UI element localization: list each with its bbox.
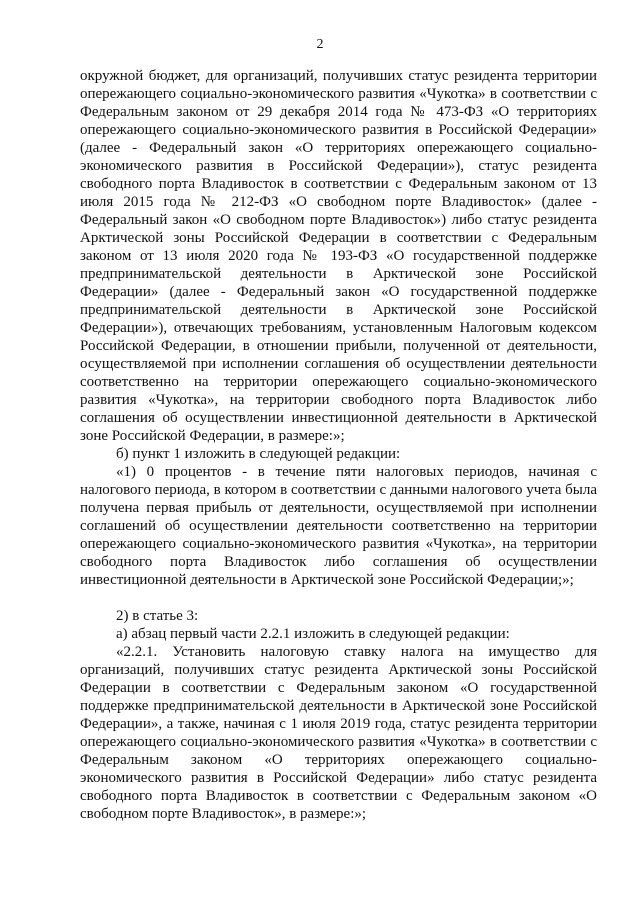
paragraph-2-2-1: «2.2.1. Установить налоговую ставку налога на имущество для организаций, получивших статус резидента Арктической зоны Российской Федерации в соответствии с Федеральным законом «О государственной поддержке предпринимательской деятельности в Арктической зоне Российской Федерации», а также, начиная с 1 июля 2019 года, статус резидента территории опережающего социально-экономического развития «Чукотка» в соответствии с Федеральным законом «О территориях опережающего социально-экономического развития в Российской Федерации» либо статус резидента свободного порта Владивосток в соответствии с Федеральным законом «О свободном порте Владивосток», в размере:»; xyxy=(80,644,597,822)
paragraph-continuation: окружной бюджет, для организаций, получивших статус резидента территории опережающего социально-экономического развития «Чукотка» в соответствии с Федеральным законом от 29 декабря 2014 года № 473-ФЗ «О территориях опережающего социально-экономического развития в Российской Федерации» (далее - Федеральный закон «О территориях опережающего социально-экономического развития в Российской Федерации»), статус резидента свободного порта Владивосток в соответствии с Федеральным законом от 13 июля 2015 года № 212-ФЗ «О свободном порте Владивосток» (далее - Федеральный закон «О свободном порте Владивосток») либо статус резидента Арктической зоны Российской Федерации в соответствии с Федеральным законом от 13 июля 2020 года № 193-ФЗ «О государственной поддержке предпринимательской деятельности в Арктической зоне Российской Федерации» (далее - Федеральный закон «О государственной поддержке предпринимательской деятельности в Арктической зоне Российской Федерации»), отвечающих требованиям, установленным Налоговым кодексом Российской Федерации, в отношении прибыли, полученной от деятельности, осуществляемой при исполнении соглашения об осуществлении деятельности соответственно на территории опережающего социально-экономического развития «Чукотка», на территории свободного порта Владивосток либо соглашения об осуществлении инвестиционной деятельности в Арктической зоне Российской Федерации, в размере:»; xyxy=(80,68,597,444)
document-body xyxy=(80,67,597,823)
paragraph-spacer xyxy=(80,589,597,607)
page-number: 2 xyxy=(316,37,324,52)
paragraph-item-a: а) абзац первый части 2.2.1 изложить в следующей редакции: xyxy=(116,626,510,642)
paragraph-point-1: «1) 0 процентов - в течение пяти налоговых периодов, начиная с налогового периода, в котором в соответствии с данными налогового учета была получена первая прибыль от деятельности, осуществляемой при исполнении соглашений об осуществлении деятельности соответственно на территории опережающего социально-экономического развития «Чукотка», на территории свободного порта Владивосток либо соглашения об осуществлении инвестиционной деятельности в Арктической зоне Российской Федерации;»; xyxy=(80,464,597,588)
paragraph-item-b: б) пункт 1 изложить в следующей редакции: xyxy=(116,446,401,462)
paragraph-article-3: 2) в статье 3: xyxy=(116,608,199,624)
